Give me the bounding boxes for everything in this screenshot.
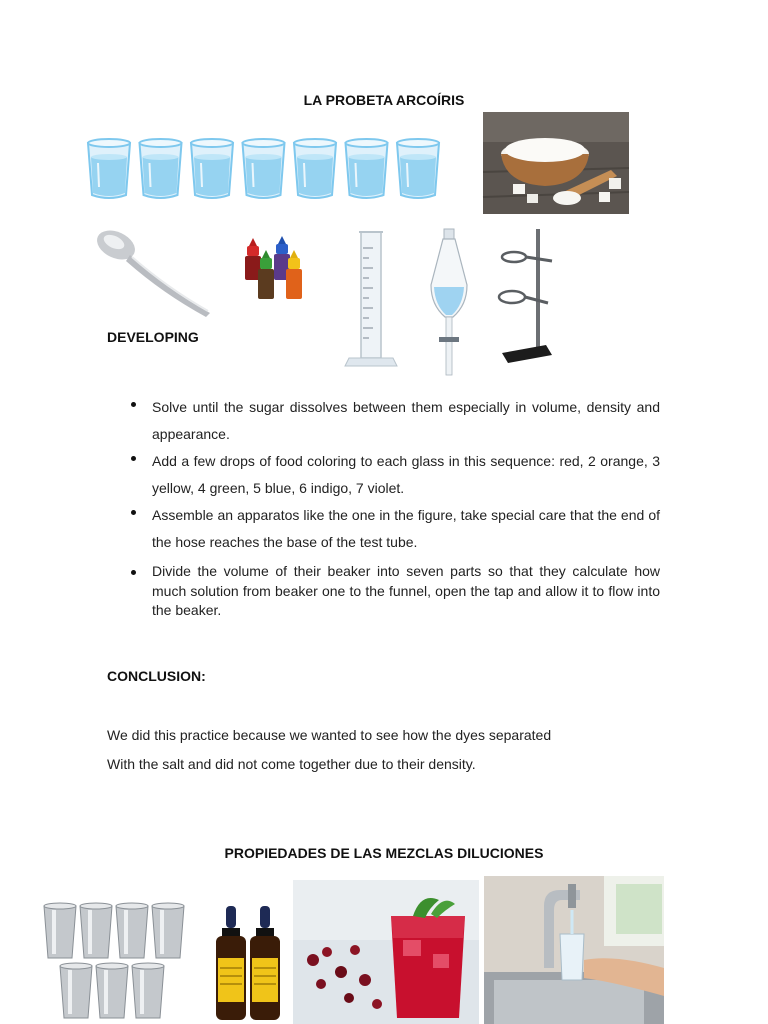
hibiscus-drink-image [293, 880, 479, 1024]
page-title: LA PROBETA ARCOÍRIS [303, 92, 465, 108]
water-glasses-image [0, 135, 768, 215]
tap-water-image [484, 876, 664, 1024]
conclusion-heading: CONCLUSION: [107, 668, 206, 684]
graduated-cylinder-image [343, 228, 399, 370]
list-item: Divide the volume of their beaker into seven parts so that they calculate how much solution from beaker one to the funnel, open the tap and allow it to flow into the beaker. [125, 562, 660, 621]
list-item: Solve until the sugar dissolves between them especially in volume, density and appearance. [125, 394, 660, 448]
separatory-funnel-image [427, 227, 471, 377]
ring-stand-image [496, 227, 558, 367]
spoon-image [96, 227, 216, 319]
water-glass [294, 139, 336, 198]
steel-cup [44, 903, 76, 958]
steel-cup [96, 963, 128, 1018]
sugar-bowl-image [483, 112, 629, 214]
water-glass [140, 139, 182, 198]
food-coloring-bottles-image [235, 236, 315, 316]
steel-cups-image [40, 900, 200, 1024]
developing-heading: DEVELOPING [107, 329, 199, 345]
water-glass [191, 139, 233, 198]
water-glass [243, 139, 285, 198]
steel-cup [132, 963, 164, 1018]
conclusion-line: We did this practice because we wanted to see how the dyes separated [107, 727, 552, 743]
conclusion-line: With the salt and did not come together due to their density. [107, 756, 476, 772]
procedure-list [125, 394, 660, 621]
water-glass [397, 139, 439, 198]
water-glass [88, 139, 130, 198]
tincture-bottles-image [214, 906, 286, 1020]
steel-cup [116, 903, 148, 958]
section-title: PROPIEDADES DE LAS MEZCLAS DILUCIONES [224, 845, 544, 861]
steel-cup [152, 903, 184, 958]
list-item: Add a few drops of food coloring to each glass in this sequence: red, 2 orange, 3 yellow, 4 green, 5 blue, 6 indigo, 7 violet. [125, 448, 660, 502]
steel-cup [60, 963, 92, 1018]
water-glass [346, 139, 388, 198]
steel-cup [80, 903, 112, 958]
list-item: Assemble an apparatos like the one in the figure, take special care that the end of the hose reaches the base of the test tube. [125, 502, 660, 556]
